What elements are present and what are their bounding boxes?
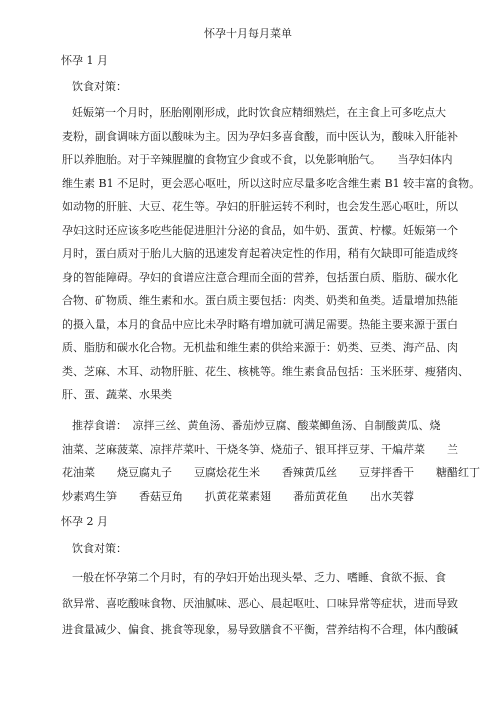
month1-paragraph-line: 类、芝麻、木耳、动物肝脏、花生、核桃等。维生素食品包括：玉米胚芽、瘦猪肉、 — [62, 364, 469, 378]
month1-paragraph-line: 质、脂肪和碳水化合物。无机盐和维生素的供给来源于：奶类、豆类、海产品、肉 — [62, 341, 458, 354]
month2-paragraph-line: 进食量减少、偏食、挑食等现象，易导致膳食不平衡，营养结构不合理，体内酸碱 — [62, 623, 458, 636]
month1-paragraph-line: 的摄入量，本月的食品中应比未孕时略有增加就可满足需要。热能主要来源于蛋白 — [62, 317, 458, 331]
month1-paragraph-line: 维生素 B1 不足时，更会恶心呕吐，所以这时应尽量多吃含维生素 B1 较丰富的食物。 — [62, 176, 481, 190]
month1-paragraph-line: 妊娠第一个月时，胚胎刚刚形成，此时饮食应精细熟烂，在主食上可多吃点大 — [72, 106, 446, 119]
month1-diet-heading: 饮食对策： — [72, 80, 127, 93]
month2-heading: 怀孕 2 月 — [61, 515, 108, 528]
month2-paragraph-line: 欲异常、喜吃酸味食物、厌油腻味、恶心、晨起呕吐、口味异常等症状，进而导致 — [62, 597, 458, 610]
month1-paragraph-line: 如动物的肝脏、大豆、花生等。孕妇的肝脏运转不利时，也会发生恶心呕吐，所以 — [62, 200, 458, 213]
month1-paragraph-line: 麦粉，副食调味方面以酸味为主。因为孕妇多喜食酸，而中医认为，酸味入肝能补 — [62, 129, 458, 143]
month1-recipes-line: 花油菜 烧豆腐丸子 豆腐烩花生米 香辣黄瓜丝 豆芽拌香干 糖醋红丁 — [62, 466, 480, 479]
month1-paragraph-line: 月时，蛋白质对于胎儿大脑的迅速发育起着决定性的作用，稍有欠缺即可能造成终 — [62, 247, 458, 260]
month1-paragraph-line: 孕妇这时还应该多吃些能促进胆汁分泌的食品，如牛奶、蛋黄、柠檬。妊娠第一个 — [62, 223, 458, 237]
month1-paragraph-line: 身的智能障碍。孕妇的食谱应注意合理而全面的营养，包括蛋白质、脂肪、碳水化 — [62, 270, 458, 284]
month2-diet-heading: 饮食对策： — [72, 542, 127, 555]
month1-recipes-line: 推荐食谱： 凉拌三丝、黄鱼汤、番茄炒豆腐、酸菜鲫鱼汤、自制酸黄瓜、烧 — [72, 419, 441, 432]
month1-paragraph-line: 肝以养胞胎。对于辛辣腥膻的食物宜少食或不食，以免影响胎气。 当孕妇体内 — [62, 153, 453, 166]
month1-paragraph-line: 合物、矿物质、维生素和水。蛋白质主要包括：肉类、奶类和鱼类。适量增加热能 — [62, 294, 458, 307]
month1-paragraph-line: 肝、蛋、蔬菜、水果类 — [62, 388, 172, 401]
month1-heading: 怀孕 1 月 — [61, 54, 108, 67]
month2-paragraph-line: 一般在怀孕第二个月时，有的孕妇开始出现头晕、乏力、嗜睡、食欲不振、食 — [72, 571, 446, 584]
document-title: 怀孕十月每月菜单 — [204, 27, 292, 40]
month1-recipes-line: 炒素鸡生笋 香菇豆角 扒黄花菜素翅 番茄黄花鱼 出水芙蓉 — [62, 489, 414, 503]
month1-recipes-line: 油菜、芝麻菠菜、凉拌芹菜叶、干烧冬笋、烧茄子、银耳拌豆芽、干煸芹菜 兰 — [62, 442, 458, 456]
